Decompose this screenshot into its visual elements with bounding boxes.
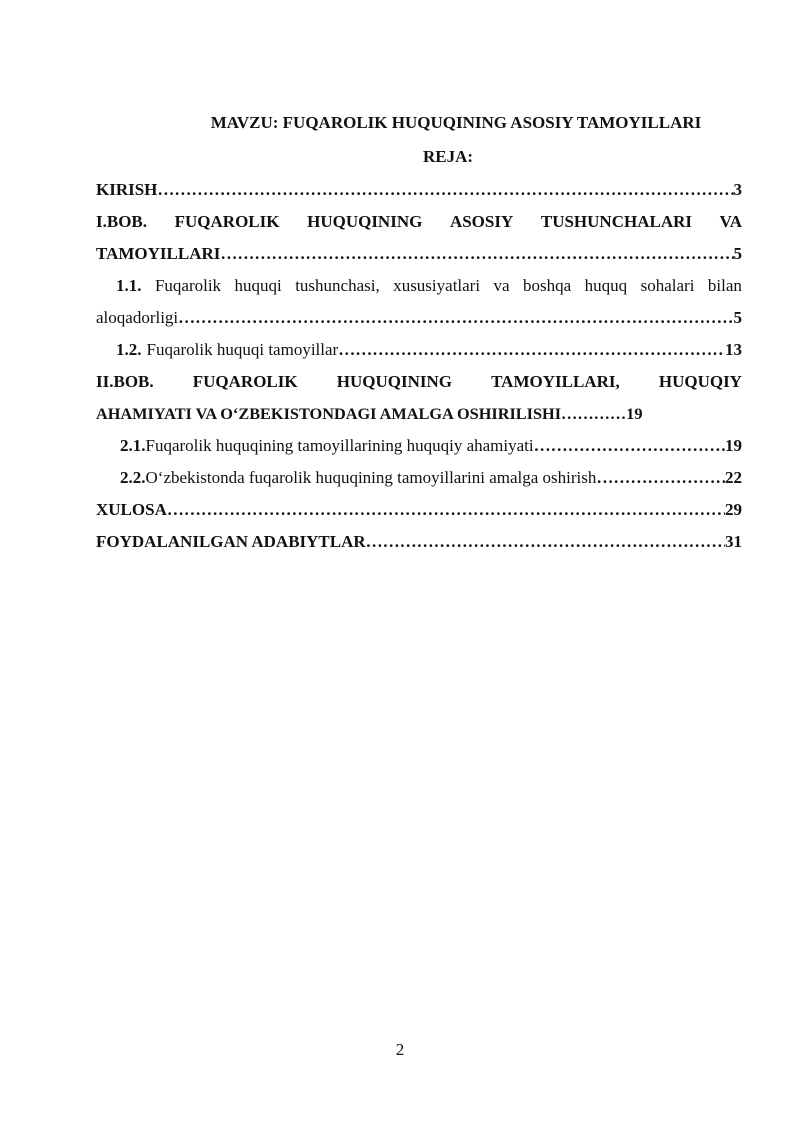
- toc-entry-bob2-line1[interactable]: [96, 366, 742, 398]
- toc-word: FUQAROLIK: [174, 212, 280, 231]
- toc-leader-dots: …………: [561, 404, 627, 423]
- toc-page: 31: [725, 532, 742, 551]
- toc-label: AHAMIYATI VA O‘ZBEKISTONDAGI AMALGA OSHIRILISHI: [96, 404, 562, 423]
- toc-entry-bob2-line2[interactable]: [96, 398, 742, 430]
- toc-entry-1-1-line1[interactable]: [96, 270, 742, 302]
- toc-number: 1.1.: [116, 276, 142, 295]
- toc-entry-adabiyotlar[interactable]: [96, 526, 742, 558]
- toc-word: xususiyatlari: [393, 276, 481, 295]
- toc-page: 3: [733, 180, 742, 199]
- toc-leader-dots: [338, 334, 725, 366]
- toc-word: VA: [719, 212, 742, 231]
- toc-word: HUQUQIY: [658, 372, 742, 391]
- toc-page: 19: [626, 404, 643, 423]
- toc-leader-dots: [220, 238, 733, 270]
- document-title: MAVZU: FUQAROLIK HUQUQINING ASOSIY TAMOYILLARI: [210, 113, 702, 132]
- toc-page: 19: [725, 436, 742, 455]
- toc-label: KIRISH: [96, 180, 158, 199]
- toc-label: TAMOYILLARI: [96, 244, 221, 263]
- toc-word: HUQUQINING: [307, 212, 423, 231]
- toc-word: Fuqarolik: [154, 276, 222, 295]
- toc-label: O‘zbekistonda fuqarolik huquqining tamoyillarini amalga oshirish: [145, 468, 597, 487]
- toc-page: 5: [733, 244, 742, 263]
- toc-page: 5: [733, 308, 742, 327]
- toc-entry-xulosa[interactable]: [96, 494, 742, 526]
- toc-page: 13: [725, 340, 742, 359]
- toc-word: ASOSIY: [449, 212, 514, 231]
- toc-word: tushunchasi,: [295, 276, 380, 295]
- toc-entry-2-1[interactable]: [96, 430, 742, 462]
- toc-word: II.BOB.: [96, 372, 154, 391]
- toc-entry-2-2[interactable]: [96, 462, 742, 494]
- toc-word: huquq: [584, 276, 628, 295]
- toc-label: Fuqarolik huquqining tamoyillarining huquqiy ahamiyati: [145, 436, 534, 455]
- toc-leader-dots: [534, 430, 725, 462]
- toc-number: 2.2.: [120, 468, 146, 487]
- toc-label: Fuqarolik huquqi tamoyillar: [146, 340, 339, 359]
- toc-label: aloqadorligi: [96, 308, 179, 327]
- toc-number: 1.2.: [116, 340, 142, 359]
- toc-number: 2.1.: [120, 436, 146, 455]
- plan-heading: REJA:: [422, 147, 474, 166]
- toc-leader-dots: [167, 494, 725, 526]
- table-of-contents: [96, 174, 742, 558]
- page-number: 2: [395, 1040, 405, 1059]
- toc-page: 22: [725, 468, 742, 487]
- toc-word: boshqa: [523, 276, 572, 295]
- toc-word: va: [493, 276, 510, 295]
- toc-label: XULOSA: [96, 500, 167, 519]
- toc-leader-dots: [596, 462, 725, 494]
- toc-word: bilan: [707, 276, 742, 295]
- toc-leader-dots: [366, 526, 725, 558]
- toc-word: TUSHUNCHALARI: [540, 212, 692, 231]
- toc-word: huquqi: [234, 276, 282, 295]
- toc-entry-bob1-line2[interactable]: [96, 238, 742, 270]
- toc-entry-kirish[interactable]: [96, 174, 742, 206]
- toc-leader-dots: [178, 302, 733, 334]
- toc-word: HUQUQINING: [336, 372, 452, 391]
- toc-word: TAMOYILLARI,: [491, 372, 620, 391]
- toc-leader-dots: [157, 174, 733, 206]
- toc-entry-1-1-line2[interactable]: [96, 302, 742, 334]
- toc-label: FOYDALANILGAN ADABIYTLAR: [96, 532, 366, 551]
- toc-word: sohalari: [640, 276, 695, 295]
- toc-word: I.BOB.: [96, 212, 148, 231]
- toc-entry-bob1-line1[interactable]: [96, 206, 742, 238]
- toc-word: FUQAROLIK: [192, 372, 298, 391]
- toc-page: 29: [725, 500, 742, 519]
- toc-entry-1-2[interactable]: [96, 334, 742, 366]
